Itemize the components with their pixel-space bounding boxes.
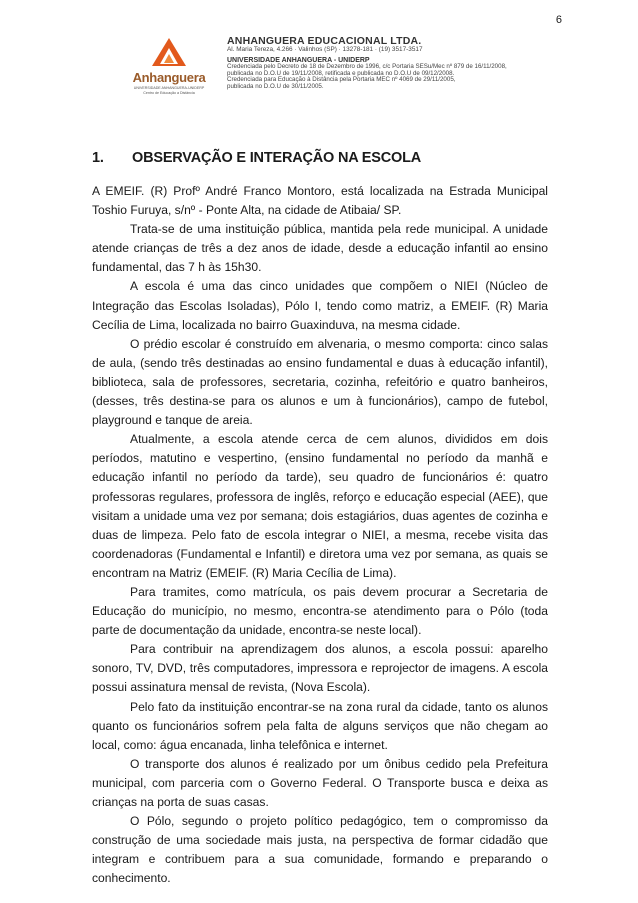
company-address: Al. Maria Tereza, 4.266 · Valinhos (SP) · 13278-181 · (19) 3517-3517 [227,46,423,53]
anhanguera-logo [128,36,210,108]
body-text [92,182,548,888]
company-name: ANHANGUERA EDUCACIONAL LTDA. [227,35,422,47]
paragraph: A EMEIF. (R) Profº André Franco Montoro, está localizada na Estrada Municipal Toshio Furuya, s/nº - Ponte Alta, na cidade de Atibaia/ SP. [92,184,548,218]
letterhead [128,36,568,108]
paragraph: Pelo fato da instituição encontrar-se na zona rural da cidade, tanto os alunos quanto os funcionários sofrem pela falta de alguns serviços que não chegam ao local, como: água encanada, linha telefônica e internet. [92,699,548,752]
credential-line: publicada no D.O.U de 19/11/2008, retificada e publicada no D.O.U de 09/12/2008. [227,69,455,77]
logo-tagline-2: Centro de Educação a Distância [143,91,195,95]
paragraph: O prédio escolar é construído em alvenaria, o mesmo comporta: cinco salas de aula, (sendo três destinadas ao ensino fundamental e duas à educação infantil), biblioteca, sala de professores, secretaria, cozinha, refeitório e quatro banheiros, (desses, três destina-se para os alunos e um à funcionários), campo de futebol, playground e tanque de areia. [92,336,548,428]
logo-name: Anhanguera [132,70,206,85]
university-name: UNIVERSIDADE ANHANGUERA - UNIDERP [227,56,370,64]
paragraph: Trata-se de uma instituição pública, mantida pela rede municipal. A unidade atende crianças de três a dez anos de idade, desde a educação infantil ao ensino fundamental, das 7 h às 15h30. [92,222,548,275]
paragraph: A escola é uma das cinco unidades que compõem o NIEI (Núcleo de Integração das Escolas Isoladas), Pólo I, tendo como matriz, a EMEIF. (R) Maria Cecília de Lima, localizada no bairro Guaxinduva, na mesma cidade. [92,279,548,332]
anhanguera-logo-icon [146,36,192,72]
paragraph: Atualmente, a escola atende cerca de cem alunos, divididos em dois períodos, matutino e vespertino, (ensino fundamental no período da manhã e educação infantil no período da tarde), seu quadro de funcionários é: quatro professoras regulares, professora de inglês, reforço e educação especial (AEE), que visitam a unidade uma vez por semana; dois estagiários, duas agentes de cozinha e duas de limpeza. Pelo fato de escola integrar o NIEI, a mesma, recebe visita das coordenadoras (Fundamental e Infantil) e diretora uma vez por semana, as quais se encontram na Matriz (EMEIF. (R) Maria Cecília de Lima). [92,432,548,580]
section-title: OBSERVAÇÃO E INTERAÇÃO NA ESCOLA [132,150,421,166]
credential-line: Credenciada pelo Decreto de 18 de Dezembro de 1996, c/c Portaria SESu/Mec nº 879 de 16/11/2008, [227,63,507,71]
page-number: 6 [555,14,562,26]
company-info [227,36,567,91]
paragraph: Para tramites, como matrícula, os pais devem procurar a Secretaria de Educação do município, no mesmo, encontra-se atendimento para o Pólo (toda parte de documentação da unidade, encontra-se neste local). [92,584,548,638]
logo-tagline-1: UNIVERSIDADE ANHANGUERA-UNIDERP [133,86,205,90]
section-heading [92,150,548,166]
credential-line: Credenciada para Educação à Distância pela Portaria MEC nº 4069 de 29/11/2005, [227,76,456,84]
paragraph: O Pólo, segundo o projeto político pedagógico, tem o compromisso da construção de uma sociedade mais justa, na perspectiva de formar cidadão que integram e contribuem para a sua comunidade, formando e preparando o conhecimento. [92,814,548,886]
paragraph: O transporte dos alunos é realizado por um ônibus cedido pela Prefeitura municipal, com parceria com o Governo Federal. O Transporte busca e deixa as crianças na porta de suas casas. [92,756,548,809]
paragraph: Para contribuir na aprendizagem dos alunos, a escola possui: aparelho sonoro, TV, DVD, três computadores, impressora e reprojector de imagens. A escola possui assinatura mensal de revista, (Nova Escola). [92,642,548,695]
credential-line: publicada no D.O.U de 30/11/2005. [227,82,324,90]
section-number: 1. [92,150,104,166]
